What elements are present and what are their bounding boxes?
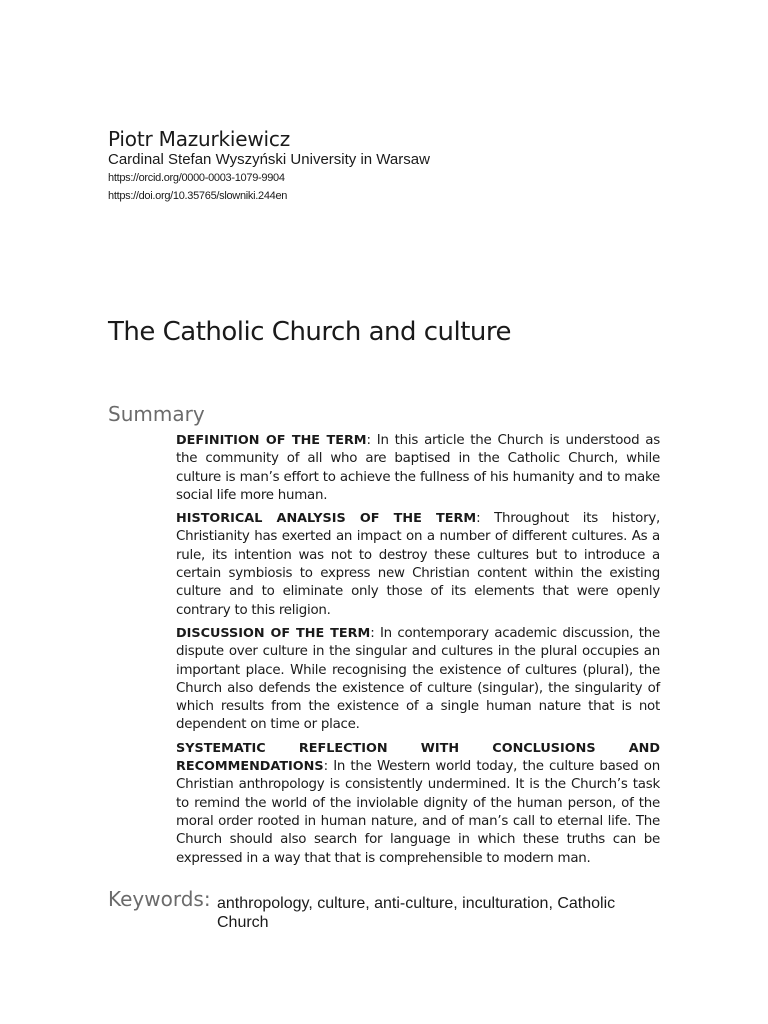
keywords-list: anthropology, culture, anti-culture, inculturation, Catholic Church — [217, 895, 616, 931]
summary-heading: Summary — [108, 402, 205, 426]
section-label: SYSTEMATIC REFLECTION WITH CONCLUSIONS AND RECOMMENDATIONS — [176, 740, 660, 775]
section-text: : In the Western world today, the culture based on Christian anthropology is consistently undermined. It is the Church’s task to remind the world of the inviolable dignity of the human person, of the moral order rooted in human nature, and of man’s call to eternal life. The Church should also search for language in which these truths can be expressed in a way that that is comprehensible to modern man. — [176, 759, 660, 866]
doi-link[interactable]: https://doi.org/10.35765/slowniki.244en — [108, 190, 288, 202]
section-text: : In contemporary academic discussion, the dispute over culture in the singular and cultures in the plural occupies an important place. While recognising the existence of cultures (plural), the Church also defends the existence of culture (singular), the singularity of which results from the existence of a single human nature that is not dependent on time or place. — [176, 625, 660, 733]
keywords-label: Keywords: — [108, 887, 211, 911]
summary-body — [176, 432, 660, 873]
summary-paragraph-definition — [176, 432, 660, 505]
summary-paragraph-historical — [176, 510, 660, 620]
section-label: HISTORICAL ANALYSIS OF THE TERM — [176, 511, 477, 527]
author-block — [108, 127, 430, 205]
section-text: : Throughout its history, Christianity has exerted an impact on a number of different cultures. As a rule, its intention was not to destroy these cultures but to introduce a certain symbiosis to express new Christian content within the existing culture and to eliminate only those of its elements that were openly contrary to this religion. — [176, 511, 661, 618]
section-label: DISCUSSION OF THE TERM — [176, 625, 371, 641]
author-name: Piotr Mazurkiewicz — [108, 127, 290, 151]
summary-paragraph-systematic — [176, 740, 660, 868]
section-text: : In this article the Church is understood as the community of all who are baptised in the Catholic Church, while culture is man’s effort to achieve the fullness of his humanity and to make social life more human. — [176, 433, 660, 503]
section-label: DEFINITION OF THE TERM — [176, 433, 367, 448]
author-affiliation: Cardinal Stefan Wyszyński University in Warsaw — [108, 151, 430, 168]
orcid-link[interactable]: https://orcid.org/0000-0003-1079-9904 — [108, 172, 285, 184]
article-title: The Catholic Church and culture — [108, 317, 512, 347]
summary-paragraph-discussion — [176, 625, 660, 735]
